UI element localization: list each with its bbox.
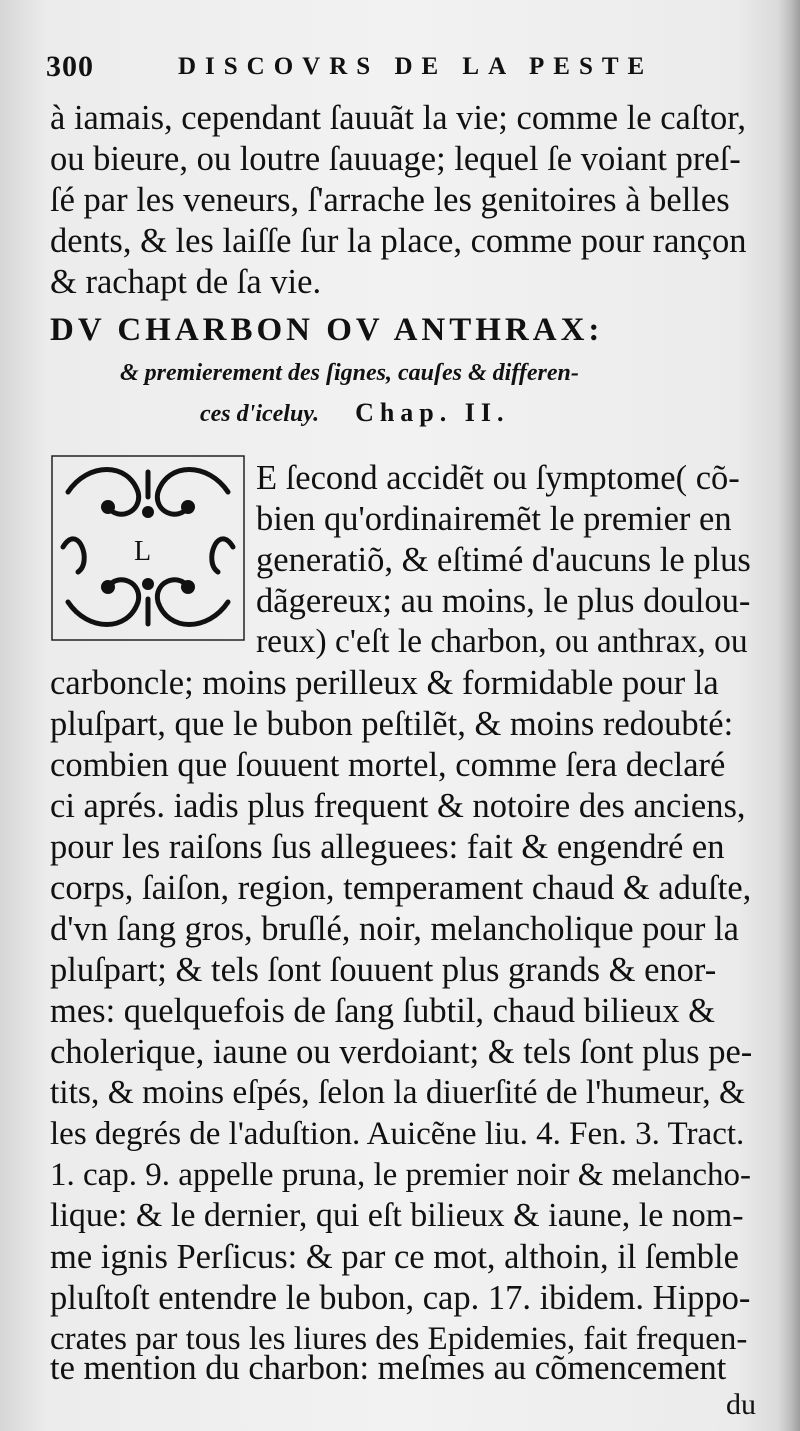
text-line: corps, ſaiſon, region, temperament chaud & aduſte,: [50, 869, 752, 907]
text-line: pluſtoſt entendre le bubon, cap. 17. ibidem. Hippo-: [50, 1279, 751, 1317]
text-line: pluſpart, que le bubon peſtilẽt, & moins redoubté:: [50, 705, 734, 743]
text-line: generatiõ, & eſtimé d'aucuns le plus: [256, 541, 751, 579]
text-line: mes: quelquefois de ſang ſubtil, chaud bilieux &: [50, 992, 715, 1030]
text-line: lique: & le dernier, qui eſt bilieux & iaune, le nom-: [50, 1197, 744, 1234]
text-line: les degrés de l'aduſtion. Auicẽne liu. 4. Fen. 3. Tract.: [50, 1116, 745, 1152]
page-number: 300: [46, 50, 94, 83]
text-line: ou bieure, ou loutre ſauuage; lequel ſe voiant preſ-: [50, 140, 741, 178]
text-line: E ſecond accidẽt ou ſymptome( cõ-: [256, 459, 740, 497]
text-line: dents, & les laiſſe ſur la place, comme pour rançon: [50, 222, 747, 260]
text-line: cholerique, iaune ou verdoiant; & tels ſont plus pe-: [50, 1033, 753, 1071]
text-line: tits, & moins eſpés, ſelon la diuerſité de l'humeur, &: [50, 1074, 746, 1111]
text-line: carboncle; moins perilleux & formidable pour la: [50, 664, 719, 702]
text-line: à iamais, cependant ſauuãt la vie; comme le caſtor,: [50, 99, 746, 137]
running-head: DISCOVRS DE LA PESTE: [178, 53, 654, 80]
catchword: du: [726, 1388, 756, 1421]
text-line: bien qu'ordinairemẽt le premier en: [256, 500, 732, 538]
text-line: crates par tous les liures des Epidemies, fait frequen-: [50, 1321, 748, 1357]
chapter-subtitle-end: ces d'iceluy.: [200, 401, 320, 427]
text-line: ci aprés. iadis plus frequent & notoire des anciens,: [50, 787, 746, 825]
chapter-subtitle-continued: [200, 398, 510, 428]
text-line: & rachapt de ſa vie.: [50, 263, 322, 301]
text-line: pour les raiſons ſus alleguees: fait & engendré en: [50, 828, 725, 866]
initial-letter: L: [134, 536, 152, 567]
text-line: dãgereux; au moins, le plus doulou-: [256, 582, 751, 620]
text-line: 1. cap. 9. appelle pruna, le premier noir & melancho-: [50, 1157, 751, 1193]
chapter-title: DV CHARBON OV ANTHRAX:: [50, 312, 604, 348]
text-line: te mention du charbon: meſmes au cõmencement: [50, 1349, 727, 1387]
text-line: d'vn ſang gros, bruſlé, noir, melancholique pour la: [50, 910, 739, 948]
text-line: pluſpart; & tels ſont ſouuent plus grands & enor-: [50, 951, 717, 989]
page-edge-shadow: [778, 0, 800, 1431]
chapter-number: Chap. II.: [355, 398, 510, 427]
text-line: reux) c'eſt le charbon, ou anthrax, ou: [256, 623, 748, 660]
text-line: ſé par les veneurs, ſ'arrache les genitoires à belles: [50, 181, 730, 219]
decorated-initial-l: [48, 452, 248, 644]
text-line: combien que ſouuent mortel, comme ſera declaré: [50, 746, 726, 784]
text-line: me ignis Perſicus: & par ce mot, althoin, il ſemble: [50, 1238, 739, 1276]
chapter-subtitle: & premierement des ſignes, cauſes & differen-: [120, 360, 579, 386]
page-header: [46, 50, 746, 90]
